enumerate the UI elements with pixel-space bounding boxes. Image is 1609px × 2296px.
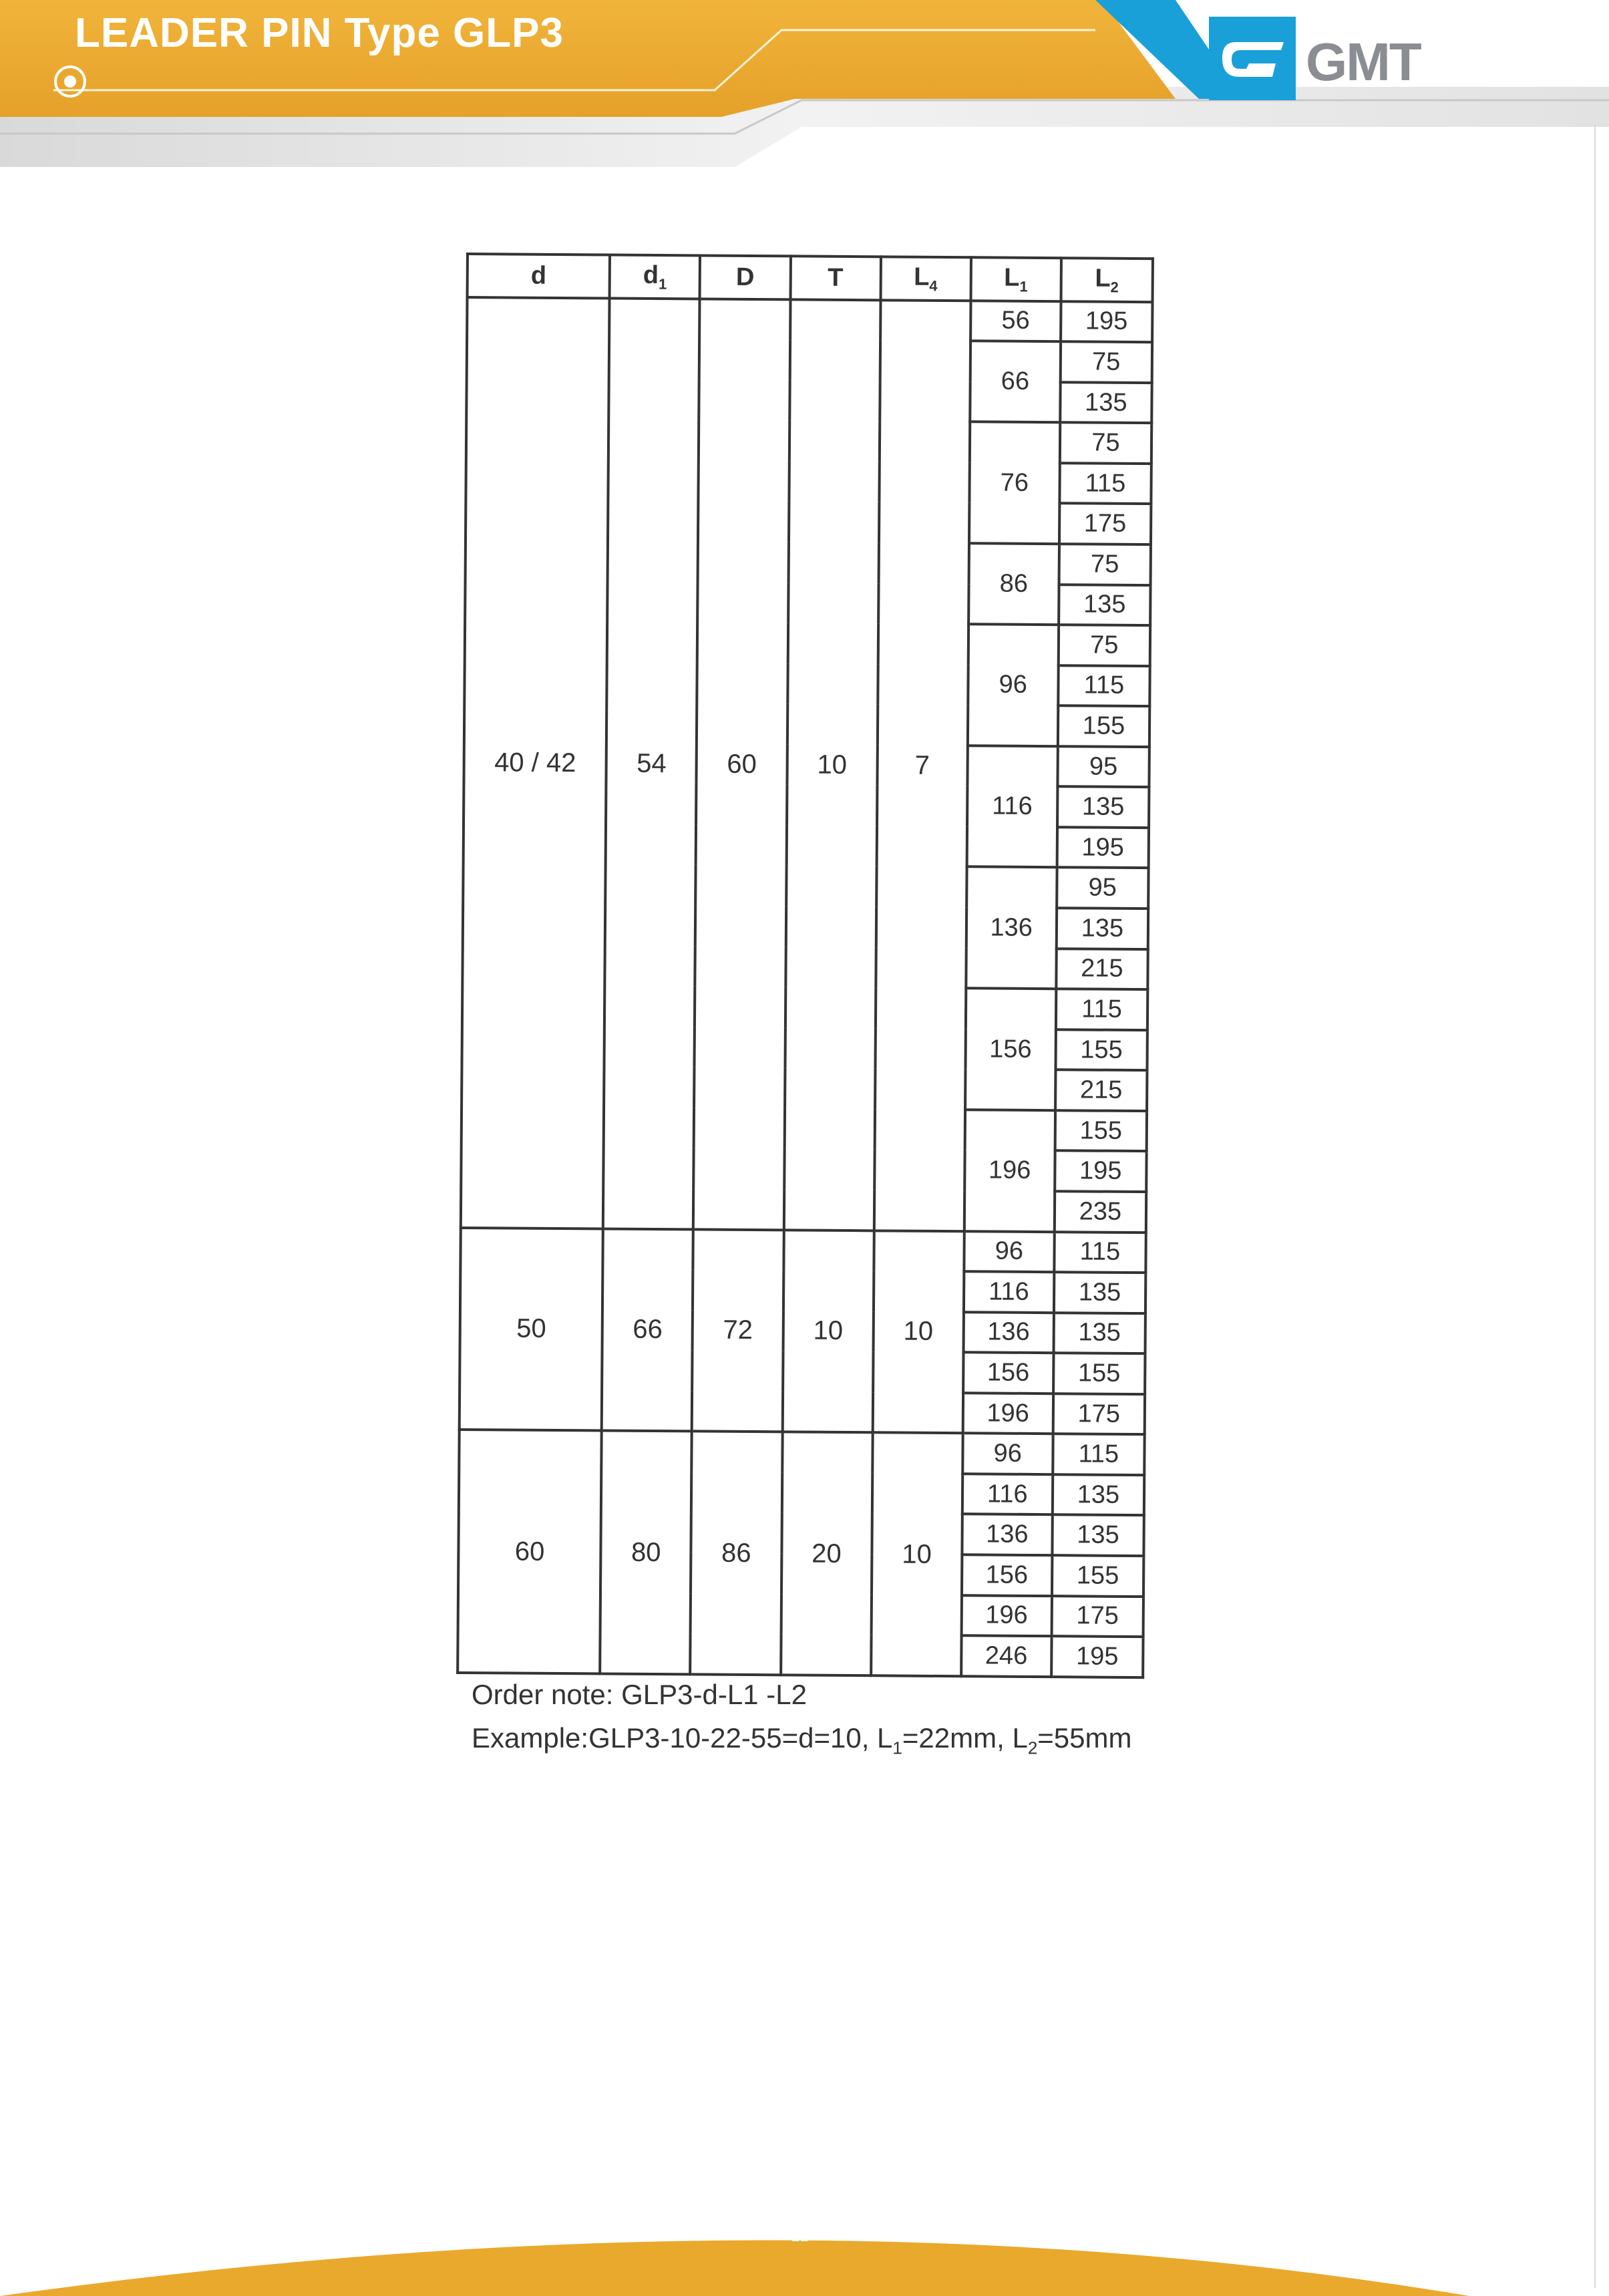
cell-l2: 195: [1057, 827, 1149, 868]
cell-l2: 75: [1060, 422, 1152, 464]
table-row: [460, 1228, 1145, 1273]
cell-l2: 135: [1053, 1474, 1145, 1516]
cell-d1: 66: [602, 1228, 693, 1432]
cell-t: 10: [782, 1230, 874, 1433]
cell-d: 40 / 42: [461, 297, 610, 1228]
cell-l2: 135: [1059, 585, 1151, 626]
order-example: Example:GLP3-10-22-55=d=10, $L_1=22mm$, $L_2=55mm$: [472, 1722, 1132, 1758]
footer-band: [0, 2204, 1609, 2296]
cell-d: 50: [460, 1228, 603, 1431]
cell-l2: 155: [1052, 1555, 1144, 1597]
cell-d: 72: [692, 1229, 783, 1432]
cell-l2: 115: [1058, 665, 1150, 707]
cell-l2: 155: [1055, 1029, 1147, 1071]
brand-logo: [1209, 17, 1423, 104]
cell-l1: 116: [966, 746, 1057, 868]
cell-l2: 75: [1059, 544, 1151, 585]
cell-l1: 86: [968, 543, 1059, 625]
gmt-logo-icon: [1209, 17, 1296, 104]
cell-l1: 156: [965, 988, 1056, 1110]
cell-d: 86: [691, 1432, 783, 1675]
cell-t: 10: [783, 299, 880, 1231]
cell-l2: 175: [1059, 504, 1151, 545]
page-edge-rule: [1594, 124, 1596, 2288]
cell-l2: 115: [1056, 989, 1148, 1030]
cell-l2: 195: [1061, 301, 1153, 343]
order-note: Order note: GLP3-d-L1 -L2: [472, 1679, 807, 1710]
cell-l1: 196: [962, 1393, 1053, 1434]
cell-l2: 135: [1052, 1515, 1144, 1556]
cell-l1: 116: [962, 1474, 1053, 1515]
cell-l2: 75: [1060, 341, 1152, 383]
cell-l4: 10: [872, 1231, 964, 1434]
cell-l1: 246: [961, 1635, 1052, 1677]
spec-table-body: [458, 254, 1153, 1677]
cell-l2: 95: [1057, 868, 1149, 909]
cell-l1: 96: [968, 624, 1059, 746]
cell-l2: 115: [1053, 1434, 1145, 1476]
cell-l2: 135: [1060, 382, 1152, 424]
cell-l2: 135: [1053, 1313, 1145, 1354]
cell-l2: 175: [1051, 1596, 1143, 1637]
spec-table: [456, 253, 1154, 1679]
cell-l1: 76: [969, 422, 1060, 544]
table-row: [467, 297, 1152, 343]
cell-l1: 136: [963, 1312, 1054, 1353]
cell-l1: 96: [962, 1434, 1053, 1475]
header-L1: $L_1$: [970, 257, 1061, 301]
brand-name: GMT: [1306, 32, 1421, 92]
cell-l2: 95: [1057, 746, 1149, 788]
page-number: 22: [791, 2226, 809, 2245]
header-d1: $d_1$: [610, 255, 701, 299]
cell-l1: 196: [961, 1595, 1052, 1637]
table-row: [459, 1430, 1144, 1475]
cell-l1: 56: [970, 301, 1061, 342]
cell-l4: 10: [871, 1433, 963, 1677]
cell-l1: 66: [970, 341, 1061, 422]
cell-l1: 116: [964, 1271, 1055, 1313]
cell-d1: 80: [600, 1431, 692, 1675]
cell-l2: 215: [1055, 1070, 1147, 1111]
cell-l2: 215: [1056, 949, 1148, 990]
cell-l2: 195: [1051, 1636, 1143, 1677]
cell-l2: 155: [1053, 1353, 1145, 1394]
header-L2: $L_2$: [1061, 258, 1153, 302]
cell-l4: 7: [874, 300, 970, 1231]
table-header-row: [468, 254, 1153, 302]
cell-l2: 115: [1059, 463, 1151, 504]
cell-l2: 75: [1058, 625, 1150, 666]
cell-l1: 156: [963, 1352, 1054, 1393]
cell-l2: 155: [1055, 1110, 1147, 1152]
cell-l1: 136: [966, 867, 1057, 989]
cell-l1: 196: [964, 1110, 1055, 1232]
cell-d: 60: [458, 1430, 602, 1673]
cell-l2: 135: [1057, 908, 1149, 949]
header-L4: $L_4$: [880, 257, 971, 301]
header-D: D: [700, 255, 791, 299]
cell-l2: 115: [1054, 1232, 1146, 1273]
cell-d1: 54: [603, 298, 700, 1229]
cell-l2: 135: [1057, 787, 1149, 828]
page-title: LEADER PIN Type GLP3: [75, 10, 564, 56]
cell-t: 20: [781, 1432, 873, 1676]
cell-l1: 96: [964, 1231, 1055, 1273]
cell-d: 60: [693, 299, 790, 1230]
header-d: d: [468, 254, 610, 298]
cell-l1: 156: [962, 1554, 1053, 1596]
cell-l2: 175: [1053, 1393, 1145, 1435]
cell-l2: 195: [1055, 1151, 1147, 1192]
header-T: T: [790, 256, 881, 300]
cell-l1: 136: [962, 1514, 1053, 1556]
cell-l2: 135: [1054, 1272, 1146, 1313]
cell-l2: 155: [1058, 705, 1150, 747]
cell-l2: 235: [1055, 1191, 1147, 1233]
